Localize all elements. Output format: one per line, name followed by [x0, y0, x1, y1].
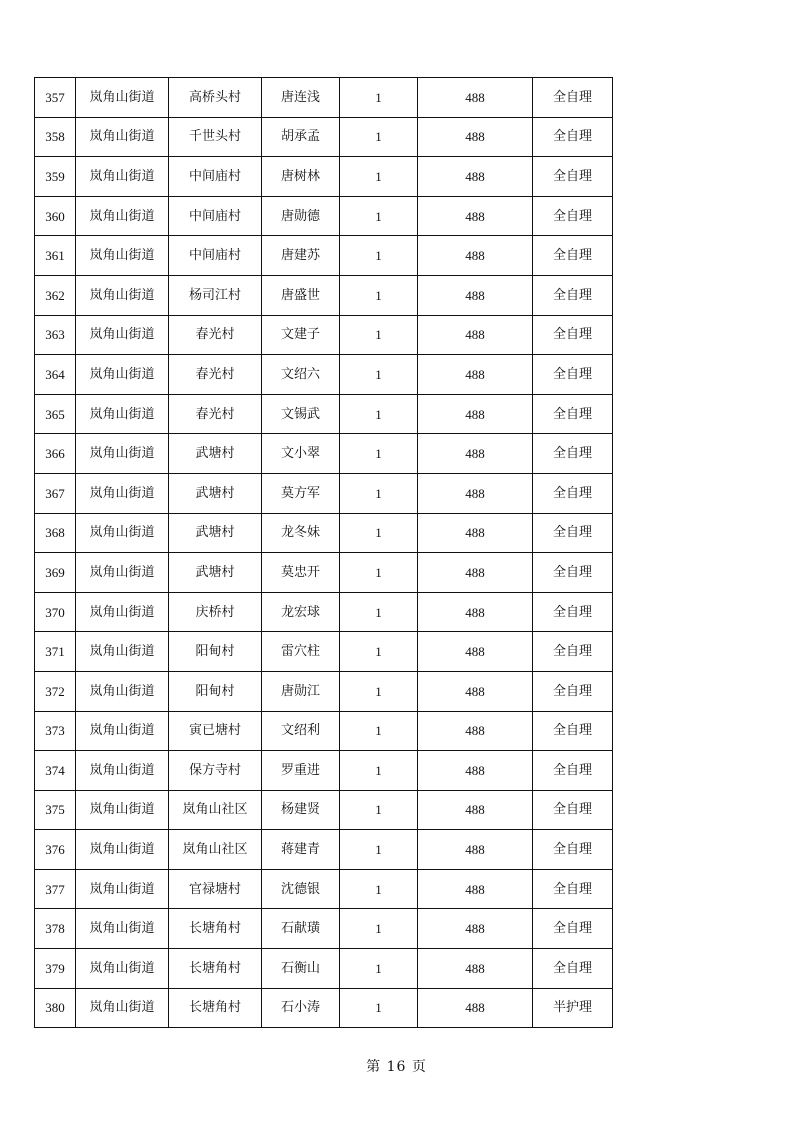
- cell-person-name: 胡承孟: [262, 117, 340, 157]
- cell-village: 千世头村: [169, 117, 262, 157]
- cell-care-level: 全自理: [533, 869, 613, 909]
- cell-care-level: 全自理: [533, 751, 613, 791]
- table-row: [35, 711, 613, 751]
- cell-care-level: 全自理: [533, 157, 613, 197]
- cell-street: 岚角山街道: [76, 632, 169, 672]
- cell-street: 岚角山街道: [76, 671, 169, 711]
- cell-amount: 488: [418, 790, 533, 830]
- cell-care-level: 全自理: [533, 711, 613, 751]
- cell-village: 岚角山社区: [169, 790, 262, 830]
- cell-count: 1: [340, 78, 418, 118]
- cell-village: 春光村: [169, 355, 262, 395]
- cell-amount: 488: [418, 671, 533, 711]
- page-number: 第 16 页: [366, 1059, 427, 1075]
- cell-person-name: 唐勋德: [262, 196, 340, 236]
- cell-care-level: 全自理: [533, 949, 613, 989]
- cell-street: 岚角山街道: [76, 117, 169, 157]
- cell-amount: 488: [418, 355, 533, 395]
- cell-person-name: 罗重进: [262, 751, 340, 791]
- cell-person-name: 唐树林: [262, 157, 340, 197]
- cell-village: 武塘村: [169, 513, 262, 553]
- cell-serial-number: 373: [35, 711, 76, 751]
- cell-street: 岚角山街道: [76, 275, 169, 315]
- table-row: [35, 275, 613, 315]
- table-row: [35, 157, 613, 197]
- cell-street: 岚角山街道: [76, 236, 169, 276]
- cell-care-level: 全自理: [533, 671, 613, 711]
- cell-serial-number: 367: [35, 473, 76, 513]
- cell-street: 岚角山街道: [76, 315, 169, 355]
- table-row: [35, 196, 613, 236]
- cell-village: 保方寺村: [169, 751, 262, 791]
- cell-village: 长塘角村: [169, 909, 262, 949]
- cell-amount: 488: [418, 949, 533, 989]
- cell-street: 岚角山街道: [76, 830, 169, 870]
- cell-serial-number: 366: [35, 434, 76, 474]
- cell-count: 1: [340, 275, 418, 315]
- cell-person-name: 文绍利: [262, 711, 340, 751]
- cell-village: 阳甸村: [169, 671, 262, 711]
- cell-amount: 488: [418, 117, 533, 157]
- cell-amount: 488: [418, 751, 533, 791]
- cell-person-name: 石献璜: [262, 909, 340, 949]
- cell-count: 1: [340, 394, 418, 434]
- cell-care-level: 全自理: [533, 513, 613, 553]
- cell-care-level: 全自理: [533, 434, 613, 474]
- cell-count: 1: [340, 830, 418, 870]
- cell-person-name: 文绍六: [262, 355, 340, 395]
- cell-person-name: 唐连浅: [262, 78, 340, 118]
- cell-amount: 488: [418, 394, 533, 434]
- cell-count: 1: [340, 315, 418, 355]
- cell-amount: 488: [418, 592, 533, 632]
- cell-care-level: 全自理: [533, 790, 613, 830]
- cell-count: 1: [340, 790, 418, 830]
- cell-serial-number: 365: [35, 394, 76, 434]
- cell-amount: 488: [418, 157, 533, 197]
- table-row: [35, 355, 613, 395]
- cell-village: 中间庙村: [169, 157, 262, 197]
- cell-count: 1: [340, 473, 418, 513]
- cell-village: 官禄塘村: [169, 869, 262, 909]
- cell-amount: 488: [418, 869, 533, 909]
- cell-care-level: 全自理: [533, 196, 613, 236]
- cell-street: 岚角山街道: [76, 592, 169, 632]
- cell-count: 1: [340, 157, 418, 197]
- cell-care-level: 全自理: [533, 553, 613, 593]
- cell-street: 岚角山街道: [76, 711, 169, 751]
- cell-serial-number: 368: [35, 513, 76, 553]
- table-row: [35, 869, 613, 909]
- cell-street: 岚角山街道: [76, 751, 169, 791]
- cell-street: 岚角山街道: [76, 513, 169, 553]
- table-row: [35, 553, 613, 593]
- cell-serial-number: 361: [35, 236, 76, 276]
- table-row: [35, 909, 613, 949]
- cell-amount: 488: [418, 473, 533, 513]
- cell-amount: 488: [418, 275, 533, 315]
- table-row: [35, 830, 613, 870]
- cell-serial-number: 360: [35, 196, 76, 236]
- cell-count: 1: [340, 751, 418, 791]
- table-row: [35, 473, 613, 513]
- cell-serial-number: 380: [35, 988, 76, 1028]
- table-row: [35, 315, 613, 355]
- cell-street: 岚角山街道: [76, 196, 169, 236]
- table-row: [35, 394, 613, 434]
- cell-street: 岚角山街道: [76, 988, 169, 1028]
- cell-village: 长塘角村: [169, 949, 262, 989]
- roster-table: [34, 77, 613, 1028]
- cell-care-level: 半护理: [533, 988, 613, 1028]
- cell-amount: 488: [418, 315, 533, 355]
- table-row: [35, 236, 613, 276]
- cell-street: 岚角山街道: [76, 473, 169, 513]
- cell-count: 1: [340, 671, 418, 711]
- cell-serial-number: 369: [35, 553, 76, 593]
- cell-care-level: 全自理: [533, 632, 613, 672]
- cell-person-name: 石小涛: [262, 988, 340, 1028]
- cell-village: 阳甸村: [169, 632, 262, 672]
- cell-count: 1: [340, 513, 418, 553]
- cell-count: 1: [340, 988, 418, 1028]
- cell-serial-number: 375: [35, 790, 76, 830]
- cell-village: 杨司江村: [169, 275, 262, 315]
- cell-village: 中间庙村: [169, 196, 262, 236]
- cell-street: 岚角山街道: [76, 434, 169, 474]
- table-row: [35, 78, 613, 118]
- cell-serial-number: 359: [35, 157, 76, 197]
- cell-village: 寅已塘村: [169, 711, 262, 751]
- cell-amount: 488: [418, 78, 533, 118]
- cell-person-name: 雷穴柱: [262, 632, 340, 672]
- cell-person-name: 唐盛世: [262, 275, 340, 315]
- cell-amount: 488: [418, 632, 533, 672]
- cell-person-name: 沈德银: [262, 869, 340, 909]
- cell-street: 岚角山街道: [76, 949, 169, 989]
- cell-count: 1: [340, 355, 418, 395]
- cell-count: 1: [340, 117, 418, 157]
- cell-amount: 488: [418, 434, 533, 474]
- cell-care-level: 全自理: [533, 315, 613, 355]
- cell-person-name: 文建子: [262, 315, 340, 355]
- table-row: [35, 632, 613, 672]
- cell-count: 1: [340, 711, 418, 751]
- roster-body: [35, 78, 613, 1028]
- cell-person-name: 莫忠开: [262, 553, 340, 593]
- cell-amount: 488: [418, 711, 533, 751]
- cell-count: 1: [340, 949, 418, 989]
- cell-amount: 488: [418, 196, 533, 236]
- cell-street: 岚角山街道: [76, 78, 169, 118]
- cell-serial-number: 371: [35, 632, 76, 672]
- cell-village: 岚角山社区: [169, 830, 262, 870]
- cell-street: 岚角山街道: [76, 909, 169, 949]
- cell-care-level: 全自理: [533, 78, 613, 118]
- cell-village: 武塘村: [169, 553, 262, 593]
- cell-amount: 488: [418, 988, 533, 1028]
- cell-person-name: 杨建贤: [262, 790, 340, 830]
- cell-count: 1: [340, 632, 418, 672]
- table-row: [35, 592, 613, 632]
- cell-village: 长塘角村: [169, 988, 262, 1028]
- cell-person-name: 莫方军: [262, 473, 340, 513]
- cell-serial-number: 378: [35, 909, 76, 949]
- table-row: [35, 671, 613, 711]
- cell-serial-number: 377: [35, 869, 76, 909]
- cell-street: 岚角山街道: [76, 869, 169, 909]
- cell-count: 1: [340, 196, 418, 236]
- cell-serial-number: 379: [35, 949, 76, 989]
- cell-village: 武塘村: [169, 473, 262, 513]
- table-row: [35, 434, 613, 474]
- cell-amount: 488: [418, 236, 533, 276]
- table-row: [35, 117, 613, 157]
- cell-count: 1: [340, 434, 418, 474]
- cell-person-name: 龙宏球: [262, 592, 340, 632]
- cell-care-level: 全自理: [533, 275, 613, 315]
- cell-amount: 488: [418, 909, 533, 949]
- cell-village: 中间庙村: [169, 236, 262, 276]
- cell-count: 1: [340, 592, 418, 632]
- cell-serial-number: 362: [35, 275, 76, 315]
- cell-care-level: 全自理: [533, 592, 613, 632]
- cell-street: 岚角山街道: [76, 394, 169, 434]
- cell-serial-number: 372: [35, 671, 76, 711]
- cell-street: 岚角山街道: [76, 355, 169, 395]
- cell-person-name: 唐建苏: [262, 236, 340, 276]
- cell-serial-number: 363: [35, 315, 76, 355]
- cell-care-level: 全自理: [533, 394, 613, 434]
- cell-count: 1: [340, 236, 418, 276]
- cell-person-name: 唐勋江: [262, 671, 340, 711]
- table-row: [35, 790, 613, 830]
- cell-serial-number: 358: [35, 117, 76, 157]
- cell-care-level: 全自理: [533, 830, 613, 870]
- cell-street: 岚角山街道: [76, 790, 169, 830]
- cell-amount: 488: [418, 513, 533, 553]
- cell-care-level: 全自理: [533, 909, 613, 949]
- cell-count: 1: [340, 869, 418, 909]
- cell-care-level: 全自理: [533, 236, 613, 276]
- table-row: [35, 988, 613, 1028]
- cell-serial-number: 357: [35, 78, 76, 118]
- cell-person-name: 龙冬妹: [262, 513, 340, 553]
- cell-count: 1: [340, 909, 418, 949]
- cell-serial-number: 376: [35, 830, 76, 870]
- cell-person-name: 文锡武: [262, 394, 340, 434]
- cell-amount: 488: [418, 553, 533, 593]
- cell-serial-number: 364: [35, 355, 76, 395]
- table-row: [35, 949, 613, 989]
- cell-village: 春光村: [169, 394, 262, 434]
- cell-count: 1: [340, 553, 418, 593]
- table-row: [35, 751, 613, 791]
- cell-care-level: 全自理: [533, 473, 613, 513]
- cell-village: 武塘村: [169, 434, 262, 474]
- cell-village: 高桥头村: [169, 78, 262, 118]
- cell-amount: 488: [418, 830, 533, 870]
- cell-village: 春光村: [169, 315, 262, 355]
- cell-person-name: 蒋建青: [262, 830, 340, 870]
- cell-street: 岚角山街道: [76, 553, 169, 593]
- cell-care-level: 全自理: [533, 117, 613, 157]
- cell-serial-number: 374: [35, 751, 76, 791]
- cell-village: 庆桥村: [169, 592, 262, 632]
- cell-care-level: 全自理: [533, 355, 613, 395]
- table-row: [35, 513, 613, 553]
- cell-person-name: 石衡山: [262, 949, 340, 989]
- cell-person-name: 文小翠: [262, 434, 340, 474]
- cell-street: 岚角山街道: [76, 157, 169, 197]
- cell-serial-number: 370: [35, 592, 76, 632]
